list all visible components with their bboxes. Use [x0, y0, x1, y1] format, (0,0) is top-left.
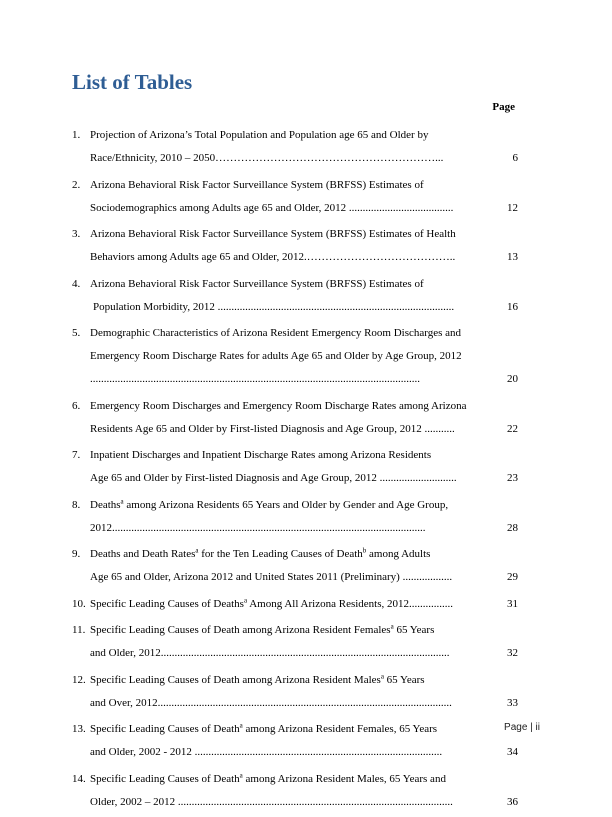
- footnote-marker: a: [390, 622, 394, 631]
- footnote-marker: a: [380, 671, 384, 680]
- item-page: 31: [507, 597, 518, 610]
- list-item[interactable]: [72, 322, 518, 391]
- item-number: 10.: [72, 597, 86, 610]
- item-title-cont: Behaviors among Adults age 65 and Older, 2012.…………………………………..: [90, 251, 456, 263]
- item-number: 7.: [72, 449, 81, 461]
- item-page: 33: [507, 696, 518, 709]
- item-title: Emergency Room Discharges and Emergency Room Discharge Rates among Arizona: [90, 399, 467, 412]
- item-page: 20: [507, 373, 518, 385]
- item-title: Specific Leading Causes of Death$^a$ among Arizona Resident Females, 65 Years: [90, 721, 438, 735]
- item-title: Inpatient Discharges and Inpatient Discharge Rates among Arizona Residents: [90, 449, 432, 461]
- item-title-cont: Residents Age 65 and Older by First-listed Diagnosis and Age Group, 2012 ...........: [90, 422, 455, 435]
- item-number: 3.: [72, 228, 81, 240]
- item-number: 11.: [72, 624, 86, 636]
- item-page: 6: [512, 152, 518, 164]
- item-title: Arizona Behavioral Risk Factor Surveillance System (BRFSS) Estimates of: [90, 277, 424, 290]
- item-title: Specific Leading Causes of Death among Arizona Resident Females$^a$ 65 Years: [90, 622, 435, 636]
- list-item[interactable]: [72, 124, 518, 170]
- footnote-marker: a: [120, 496, 124, 505]
- item-title: Specific Leading Causes of Death$^a$ among Arizona Resident Males, 65 Years and: [90, 770, 446, 785]
- item-title: Arizona Behavioral Risk Factor Surveillance System (BRFSS) Estimates of: [90, 178, 424, 191]
- item-title-cont: Older, 2002 – 2012 ....................................................................................................: [90, 795, 453, 808]
- item-number: 14.: [72, 772, 86, 785]
- footnote-marker: a: [195, 546, 199, 555]
- list-item[interactable]: [72, 273, 518, 319]
- list-item[interactable]: [72, 593, 518, 616]
- item-number: 4.: [72, 277, 81, 290]
- item-title: Arizona Behavioral Risk Factor Surveillance System (BRFSS) Estimates of Health: [90, 228, 456, 240]
- item-page: 22: [507, 422, 518, 435]
- footnote-marker: a: [239, 770, 243, 779]
- item-title: Demographic Characteristics of Arizona Resident Emergency Room Discharges and: [90, 327, 462, 339]
- item-title: Projection of Arizona’s Total Population and Population age 65 and Older by: [90, 129, 429, 141]
- item-number: 12.: [72, 673, 86, 686]
- item-title: Specific Leading Causes of Deaths$^a$ Among All Arizona Residents, 2012................: [90, 595, 454, 610]
- item-title: Specific Leading Causes of Death among Arizona Resident Males$^a$ 65 Years: [90, 671, 425, 686]
- item-leader-dots: ........................................................................................................................: [90, 373, 420, 385]
- list-item[interactable]: [72, 718, 518, 764]
- page-column-header: Page: [492, 101, 515, 113]
- list-item[interactable]: [72, 669, 518, 715]
- list-item[interactable]: [72, 223, 518, 269]
- item-title-cont: Population Morbidity, 2012 ......................................................................................: [93, 300, 455, 313]
- table-list: [72, 124, 518, 817]
- footnote-marker: b: [362, 546, 367, 555]
- footnote-marker: a: [243, 595, 248, 604]
- item-title-cont: 2012..................................................................................................................: [90, 521, 426, 534]
- item-title-cont: Race/Ethnicity, 2010 – 2050……………………………………………………...: [90, 152, 444, 164]
- item-number: 9.: [72, 548, 81, 560]
- list-item[interactable]: [72, 494, 518, 540]
- footnote-marker: a: [239, 721, 243, 730]
- item-page: 36: [507, 795, 518, 808]
- item-page: 16: [507, 300, 518, 313]
- item-title-cont: and Older, 2002 - 2012 ..........................................................................................: [90, 746, 443, 758]
- list-item[interactable]: [72, 543, 518, 589]
- item-title-cont: and Older, 2012.........................................................................................................: [90, 647, 450, 659]
- item-title-cont: Emergency Room Discharge Rates for adults Age 65 and Older by Age Group, 2012: [90, 350, 462, 362]
- list-item[interactable]: [72, 395, 518, 441]
- item-number: 2.: [72, 178, 81, 191]
- item-number: 1.: [72, 129, 81, 141]
- item-number: 6.: [72, 399, 81, 412]
- item-page: 12: [507, 201, 518, 214]
- item-page: 13: [507, 251, 518, 263]
- item-title: Deaths and Death Rates$^a$ for the Ten Leading Causes of Death$^b$ among Adults: [90, 546, 431, 560]
- item-title-cont: Sociodemographics among Adults age 65 and Older, 2012 ......................................: [90, 201, 454, 214]
- list-item[interactable]: [72, 619, 518, 665]
- page-footer: Page | ii: [504, 722, 540, 733]
- item-page: 34: [507, 746, 518, 758]
- item-page: 29: [507, 571, 518, 583]
- item-title-cont: Age 65 and Older, Arizona 2012 and United States 2011 (Preliminary) ..................: [90, 571, 453, 583]
- item-title-cont: Age 65 and Older by First-listed Diagnosis and Age Group, 2012 ............................: [90, 472, 457, 484]
- list-item[interactable]: [72, 444, 518, 490]
- item-page: 23: [507, 472, 518, 484]
- page-title: List of Tables: [72, 70, 193, 94]
- item-number: 8.: [72, 498, 81, 511]
- item-page: 32: [507, 647, 518, 659]
- list-item[interactable]: [72, 768, 518, 814]
- item-title: Deaths$^a$ among Arizona Residents 65 Years and Older by Gender and Age Group,: [90, 496, 449, 511]
- item-number: 13.: [72, 723, 86, 735]
- list-item[interactable]: [72, 174, 518, 220]
- item-title-cont: and Over, 2012...........................................................................................................: [90, 696, 452, 709]
- item-page: 28: [507, 521, 518, 534]
- item-number: 5.: [72, 327, 81, 339]
